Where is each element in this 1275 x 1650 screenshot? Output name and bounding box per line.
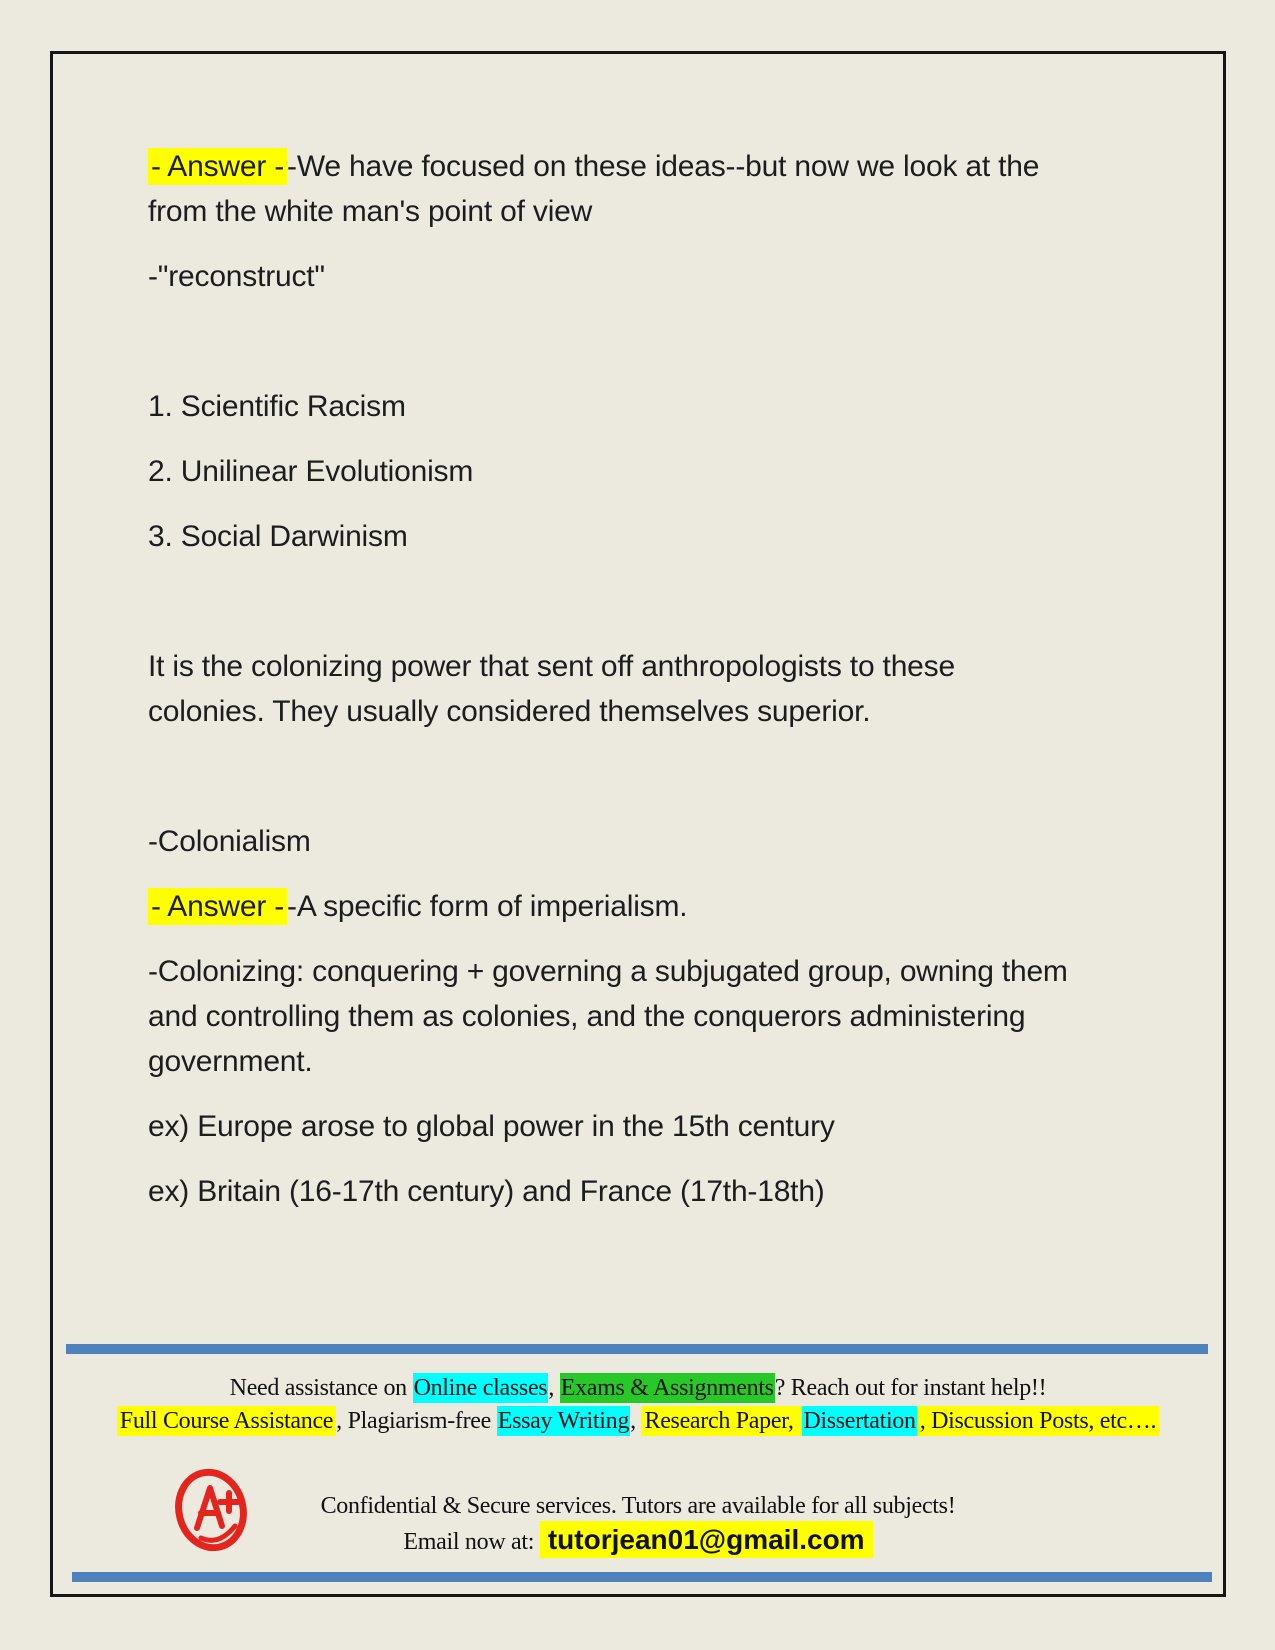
example-europe-paragraph: ex) Europe arose to global power in the 15th century [148, 1110, 835, 1143]
answer-paragraph-2 [148, 884, 1185, 929]
footer-assistance-line [53, 1372, 1223, 1404]
colonizing-definition-paragraph [148, 949, 1185, 1084]
dissertation-highlight: Dissertation [803, 1408, 916, 1434]
colonizing-power-line-1: It is the colonizing power that sent off anthropologists to these [148, 650, 955, 683]
online-classes-highlight: Online classes [413, 1375, 548, 1401]
footer-confidential-line: Confidential & Secure services. Tutors are available for all subjects! [320, 1493, 956, 1519]
full-course-assistance-highlight: Full Course Assistance [117, 1406, 336, 1436]
footer-text: Need assistance on [229, 1375, 413, 1401]
answer-highlight: - Answer - [148, 888, 287, 925]
colonizing-definition-line-1: -Colonizing: conquering + governing a subjugated group, owning them [148, 955, 1068, 988]
footer-text: , [548, 1375, 560, 1401]
list-item-unilinear-evolutionism: 2. Unilinear Evolutionism [148, 455, 474, 488]
answer-highlight: - Answer - [148, 148, 287, 185]
footer-services-line [53, 1405, 1223, 1437]
footer-text: , [630, 1408, 642, 1434]
list-item-social-darwinism: 3. Social Darwinism [148, 520, 408, 553]
discussion-posts-highlight: , Discussion Posts, etc…. [917, 1406, 1160, 1436]
answer-text: -A specific form of imperialism. [287, 890, 688, 923]
spacer [148, 319, 1185, 364]
colonizing-definition-line-2: and controlling them as colonies, and the conquerors administering [148, 1000, 1026, 1033]
list-item-scientific-racism: 1. Scientific Racism [148, 390, 406, 423]
page-border-frame [50, 51, 1226, 1597]
spacer [148, 579, 1185, 624]
notes-body [148, 144, 1185, 1234]
essay-writing-highlight: Essay Writing [497, 1408, 630, 1434]
answer-line-1 [148, 144, 1185, 189]
answer-text: -We have focused on these ideas--but now we look at the [287, 150, 1040, 183]
footer-text: ? Reach out for instant help!! [774, 1375, 1047, 1401]
reconstruct-paragraph: -"reconstruct" [148, 260, 325, 293]
blue-divider-bottom [72, 1572, 1212, 1582]
answer-paragraph-1 [148, 144, 1185, 234]
exams-assignments-highlight: Exams & Assignments [560, 1375, 774, 1401]
spacer [148, 754, 1185, 799]
colonizing-power-line-2: colonies. They usually considered themselves superior. [148, 695, 871, 728]
colonialism-paragraph: -Colonialism [148, 825, 311, 858]
email-address: tutorjean01@gmail.com [540, 1521, 873, 1558]
research-paper-highlight: Research Paper, [641, 1406, 802, 1436]
blue-divider-top [66, 1344, 1208, 1354]
example-britain-paragraph: ex) Britain (16-17th century) and France (17th-18th) [148, 1175, 825, 1208]
answer-line-2: from the white man's point of view [148, 195, 593, 228]
footer-email-line [53, 1524, 1223, 1558]
colonizing-definition-line-3: government. [148, 1045, 313, 1078]
footer-text: , Plagiarism-free [336, 1408, 497, 1434]
email-label: Email now at: [403, 1529, 535, 1555]
colonizing-power-paragraph [148, 644, 1185, 734]
